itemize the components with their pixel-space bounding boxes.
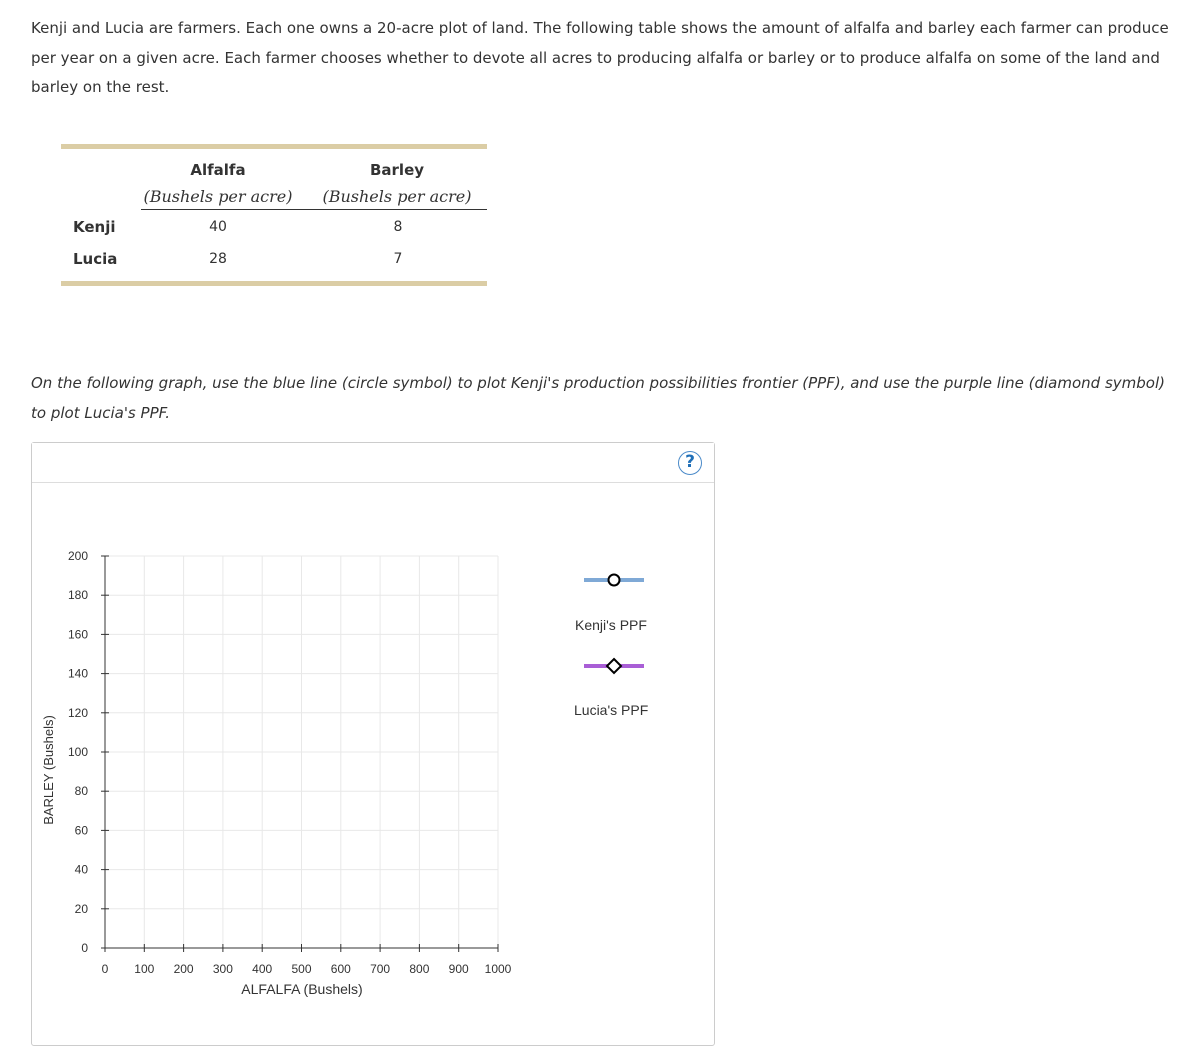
y-tick-label: 80 bbox=[74, 784, 88, 799]
kenji-ppf-legend-tool[interactable] bbox=[584, 575, 644, 586]
barley-column-header: Barley bbox=[369, 161, 425, 179]
intro-paragraph: Kenji and Lucia are farmers. Each one owns a 20-acre plot of land. The following table shows the amount of alfalfa and barley each farmer can produce per year on a given acre. Each farmer chooses whether to devote all acres to producing alfalfa or barley or to produce alfalfa on some of the land and barley on the rest. bbox=[31, 19, 1169, 96]
lucia-ppf-legend-tool[interactable] bbox=[584, 659, 644, 673]
kenji-barley-value: 8 bbox=[393, 219, 403, 235]
x-tick-label: 700 bbox=[370, 962, 391, 976]
x-tick-label: 1000 bbox=[484, 962, 512, 976]
y-tick-label: 60 bbox=[74, 823, 88, 838]
kenji-alfalfa-value: 40 bbox=[209, 219, 227, 235]
y-axis-label: BARLEY (Bushels) bbox=[41, 715, 56, 825]
help-icon[interactable]: ? bbox=[678, 451, 702, 475]
row-label-kenji: Kenji bbox=[73, 218, 116, 236]
x-tick-label: 300 bbox=[212, 962, 233, 976]
x-tick-label: 200 bbox=[173, 962, 194, 976]
lucia-alfalfa-value: 28 bbox=[209, 251, 227, 267]
production-table bbox=[61, 144, 487, 286]
kenji-ppf-label: Kenji's PPF bbox=[575, 617, 647, 633]
x-tick-label: 800 bbox=[409, 962, 430, 976]
alfalfa-column-header: Alfalfa bbox=[190, 161, 246, 179]
y-tick-label: 0 bbox=[81, 941, 88, 955]
barley-units-header: (Bushels per acre) bbox=[322, 187, 472, 206]
y-tick-label: 200 bbox=[67, 549, 88, 563]
x-tick-label: 100 bbox=[134, 962, 155, 976]
x-tick-label: 600 bbox=[330, 962, 351, 976]
table-bottom-border bbox=[61, 281, 487, 286]
ppf-graph[interactable] bbox=[32, 443, 712, 1043]
x-axis-label: ALFALFA (Bushels) bbox=[241, 981, 363, 997]
graph-instructions: On the following graph, use the blue line (circle symbol) to plot Kenji's production possibilities frontier (PPF), and use the purple line (diamond symbol) to plot Lucia's PPF. bbox=[31, 374, 1165, 422]
y-tick-label: 100 bbox=[67, 745, 88, 759]
y-tick-label: 40 bbox=[74, 862, 88, 877]
y-tick-label: 140 bbox=[67, 666, 88, 681]
graph-panel bbox=[31, 442, 715, 1046]
circle-icon bbox=[609, 575, 620, 586]
lucia-barley-value: 7 bbox=[393, 251, 403, 267]
row-label-lucia: Lucia bbox=[73, 250, 118, 268]
x-tick-label: 0 bbox=[101, 962, 109, 976]
table-top-border bbox=[61, 144, 487, 149]
alfalfa-units-header: (Bushels per acre) bbox=[143, 187, 293, 206]
y-tick-label: 120 bbox=[67, 705, 88, 720]
y-tick-label: 20 bbox=[74, 901, 88, 916]
x-tick-label: 400 bbox=[252, 962, 273, 976]
x-tick-label: 500 bbox=[291, 962, 312, 976]
lucia-ppf-label: Lucia's PPF bbox=[574, 702, 649, 718]
y-tick-label: 180 bbox=[67, 588, 88, 603]
x-tick-label: 900 bbox=[448, 962, 469, 976]
y-tick-label: 160 bbox=[67, 627, 88, 642]
diamond-icon bbox=[607, 659, 621, 673]
header-rule bbox=[141, 209, 487, 210]
